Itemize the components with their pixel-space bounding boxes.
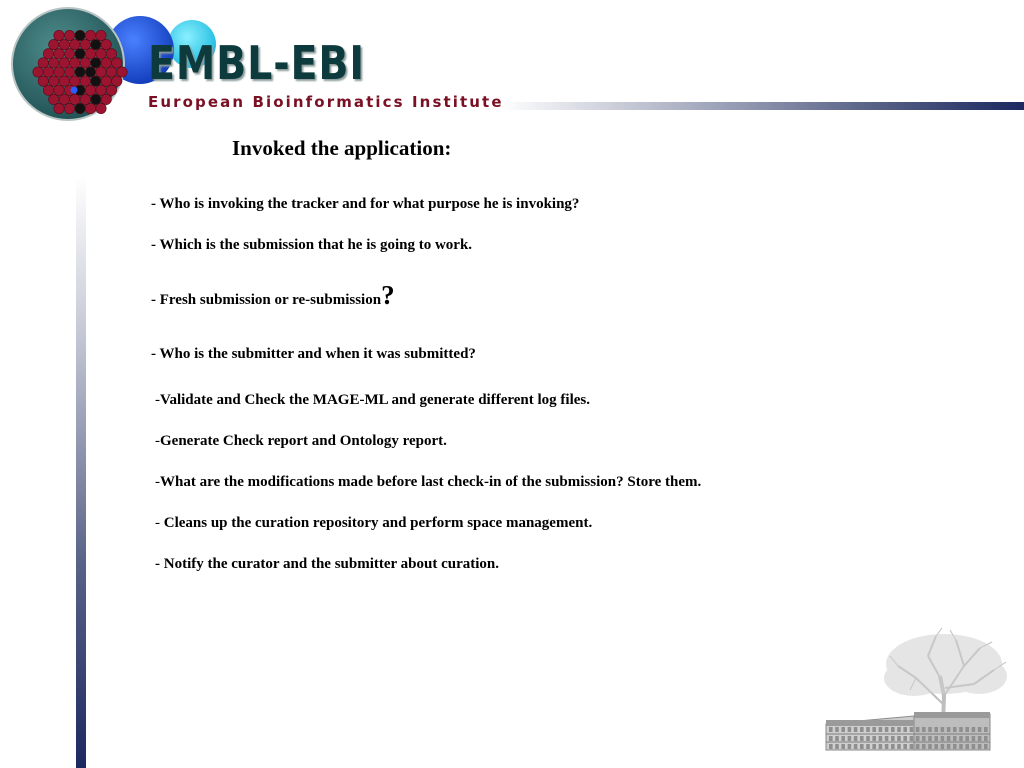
- task-cleanup: [155, 516, 592, 531]
- task-modifications: [155, 475, 701, 490]
- bullet-fresh-resubmission: [151, 282, 395, 309]
- bullet-submitter: [151, 347, 476, 362]
- left-gradient-bar: [76, 176, 86, 768]
- task-text: Validate and Check the MAGE-ML and generate different log files.: [160, 392, 590, 408]
- bullet-dash: -: [151, 196, 160, 212]
- bullet-dash: -: [151, 346, 160, 362]
- logo-subtitle: European Bioinformatics Institute: [148, 93, 504, 111]
- task-dash: -: [155, 515, 164, 531]
- bullet-text: Which is the submission that he is going to work.: [159, 237, 473, 253]
- task-text: Generate Check report and Ontology report.: [160, 433, 447, 449]
- task-validate: [155, 393, 590, 408]
- task-generate-report: [155, 434, 447, 449]
- task-text: What are the modifications made before last check-in of the submission? Store them.: [160, 474, 702, 490]
- task-notify: [155, 557, 499, 572]
- bullet-text: Who is invoking the tracker and for what purpose he is invoking?: [159, 196, 580, 212]
- question-mark: ?: [381, 280, 395, 310]
- logo-wordmark: EMBL-EBI: [148, 36, 365, 90]
- task-dash: -: [155, 392, 160, 408]
- task-dash: -: [155, 556, 164, 572]
- bullet-text: Fresh submission or re-submission: [159, 292, 382, 308]
- task-dash: -: [155, 433, 160, 449]
- task-text: Notify the curator and the submitter about curation.: [163, 556, 500, 572]
- header-gradient-line: [500, 102, 1024, 110]
- bullet-text: Who is the submitter and when it was submitted?: [159, 346, 476, 362]
- task-dash: -: [155, 474, 160, 490]
- building-tree-illustration: [824, 626, 1020, 754]
- slide-title: Invoked the application:: [232, 136, 452, 160]
- bullet-invoking: [151, 197, 579, 212]
- bullet-dash: -: [151, 237, 160, 253]
- embl-ebi-logo: [8, 6, 518, 126]
- bullet-dash: -: [151, 292, 160, 308]
- bullet-submission: [151, 238, 472, 253]
- task-text: Cleans up the curation repository and perform space management.: [163, 515, 593, 531]
